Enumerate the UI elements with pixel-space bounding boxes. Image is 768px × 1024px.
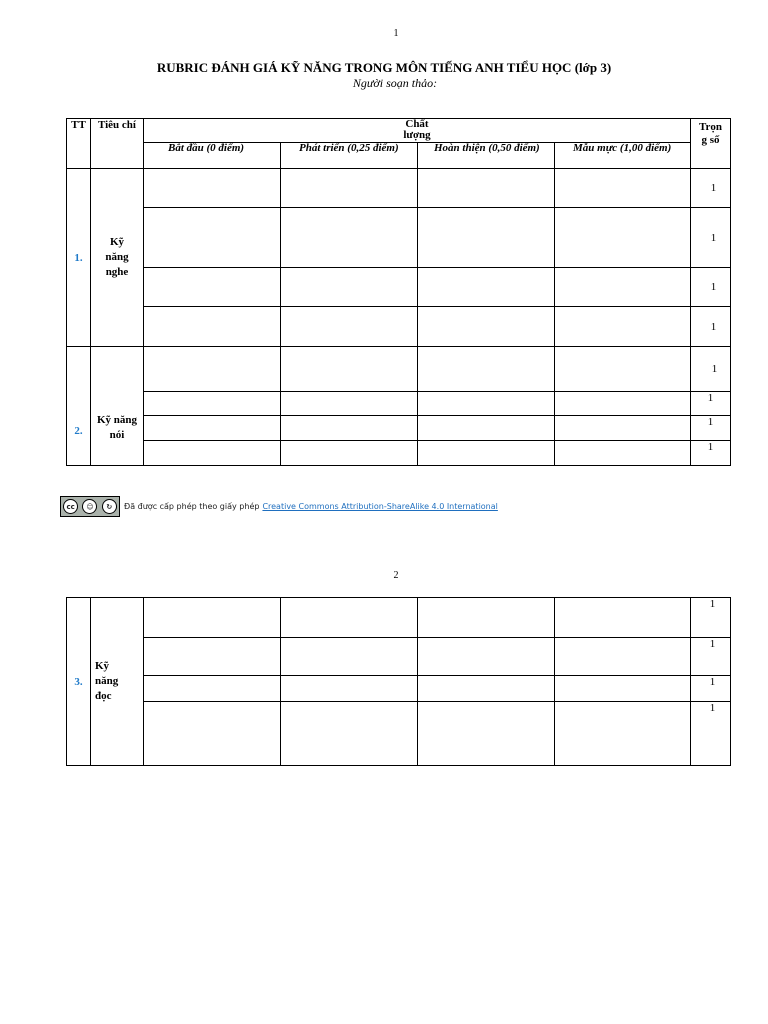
sa-icon: ↻ (102, 499, 117, 514)
rubric-cell (144, 676, 281, 702)
rubric-cell (555, 598, 691, 638)
rubric-cell (418, 638, 555, 676)
level-developing: Phát triển (0,25 điểm) (281, 143, 418, 169)
rubric-cell (418, 598, 555, 638)
rubric-cell (144, 416, 281, 441)
weight-cell: 1 (691, 307, 731, 347)
page-number: 1 (393, 28, 399, 39)
rubric-cell (281, 702, 418, 766)
skill-number: 2. (67, 347, 91, 466)
rubric-cell (555, 208, 691, 268)
header-tt: TT (67, 119, 91, 169)
rubric-cell (418, 702, 555, 766)
page-title: RUBRIC ĐÁNH GIÁ KỸ NĂNG TRONG MÔN TIẾNG ANH TIỂU HỌC (lớp 3) (156, 60, 612, 75)
rubric-table-2 (66, 597, 731, 766)
weight-cell: 1 (691, 347, 731, 392)
rubric-cell (418, 416, 555, 441)
skill-name: Kỹ năng đọc (91, 598, 144, 766)
author-line: Người soạn thảo: (352, 76, 438, 90)
rubric-cell (281, 169, 418, 208)
rubric-cell (555, 441, 691, 466)
rubric-cell (418, 441, 555, 466)
rubric-cell (144, 598, 281, 638)
rubric-cell (281, 416, 418, 441)
skill-name: Kỹ năng nói (91, 347, 144, 466)
weight-cell: 1 (691, 638, 731, 676)
rubric-cell (555, 307, 691, 347)
rubric-cell (555, 638, 691, 676)
rubric-cell (555, 268, 691, 307)
rubric-cell (555, 392, 691, 416)
rubric-cell (555, 676, 691, 702)
rubric-cell (555, 702, 691, 766)
by-icon: ☺ (82, 499, 97, 514)
rubric-cell (418, 347, 555, 392)
weight-cell: 1 (691, 702, 731, 766)
rubric-cell (555, 169, 691, 208)
rubric-cell (418, 169, 555, 208)
level-completed: Hoàn thiện (0,50 điểm) (418, 143, 555, 169)
rubric-cell (281, 638, 418, 676)
rubric-cell (418, 392, 555, 416)
rubric-cell (281, 268, 418, 307)
rubric-cell (555, 347, 691, 392)
rubric-cell (281, 307, 418, 347)
rubric-cell (144, 638, 281, 676)
rubric-cell (418, 676, 555, 702)
skill-number: 1. (67, 169, 91, 347)
level-exemplary: Mẫu mực (1,00 điểm) (555, 143, 691, 169)
rubric-cell (281, 347, 418, 392)
weight-cell: 1 (691, 441, 731, 466)
weight-cell: 1 (691, 208, 731, 268)
header-quality: Chất lượng (144, 119, 691, 143)
weight-cell: 1 (691, 676, 731, 702)
page-number: 2 (393, 570, 399, 581)
header-weight: Trọng số (691, 119, 731, 169)
header-criteria: Tiêu chí (91, 119, 144, 169)
license-notice (60, 496, 498, 517)
rubric-cell (144, 307, 281, 347)
rubric-cell (144, 392, 281, 416)
rubric-cell (281, 676, 418, 702)
rubric-cell (281, 441, 418, 466)
weight-cell: 1 (691, 169, 731, 208)
rubric-cell (418, 307, 555, 347)
rubric-cell (418, 208, 555, 268)
rubric-cell (144, 702, 281, 766)
rubric-cell (144, 208, 281, 268)
skill-name: Kỹ năng nghe (91, 169, 144, 347)
weight-cell: 1 (691, 392, 731, 416)
weight-cell: 1 (691, 268, 731, 307)
cc-icon: cc (63, 499, 78, 514)
weight-cell: 1 (691, 416, 731, 441)
rubric-cell (281, 392, 418, 416)
rubric-cell (418, 268, 555, 307)
license-link[interactable]: Creative Commons Attribution-ShareAlike 4.0 International (262, 502, 498, 511)
license-text: Đã được cấp phép theo giấy phép (124, 502, 260, 511)
weight-cell: 1 (691, 598, 731, 638)
cc-by-sa-icon[interactable] (60, 496, 120, 517)
rubric-cell (281, 208, 418, 268)
rubric-table-1 (66, 118, 731, 466)
level-beginning: Bắt đầu (0 điểm) (144, 143, 281, 169)
rubric-cell (144, 169, 281, 208)
skill-number: 3. (67, 598, 91, 766)
rubric-cell (555, 416, 691, 441)
rubric-cell (281, 598, 418, 638)
rubric-cell (144, 347, 281, 392)
rubric-cell (144, 268, 281, 307)
rubric-cell (144, 441, 281, 466)
